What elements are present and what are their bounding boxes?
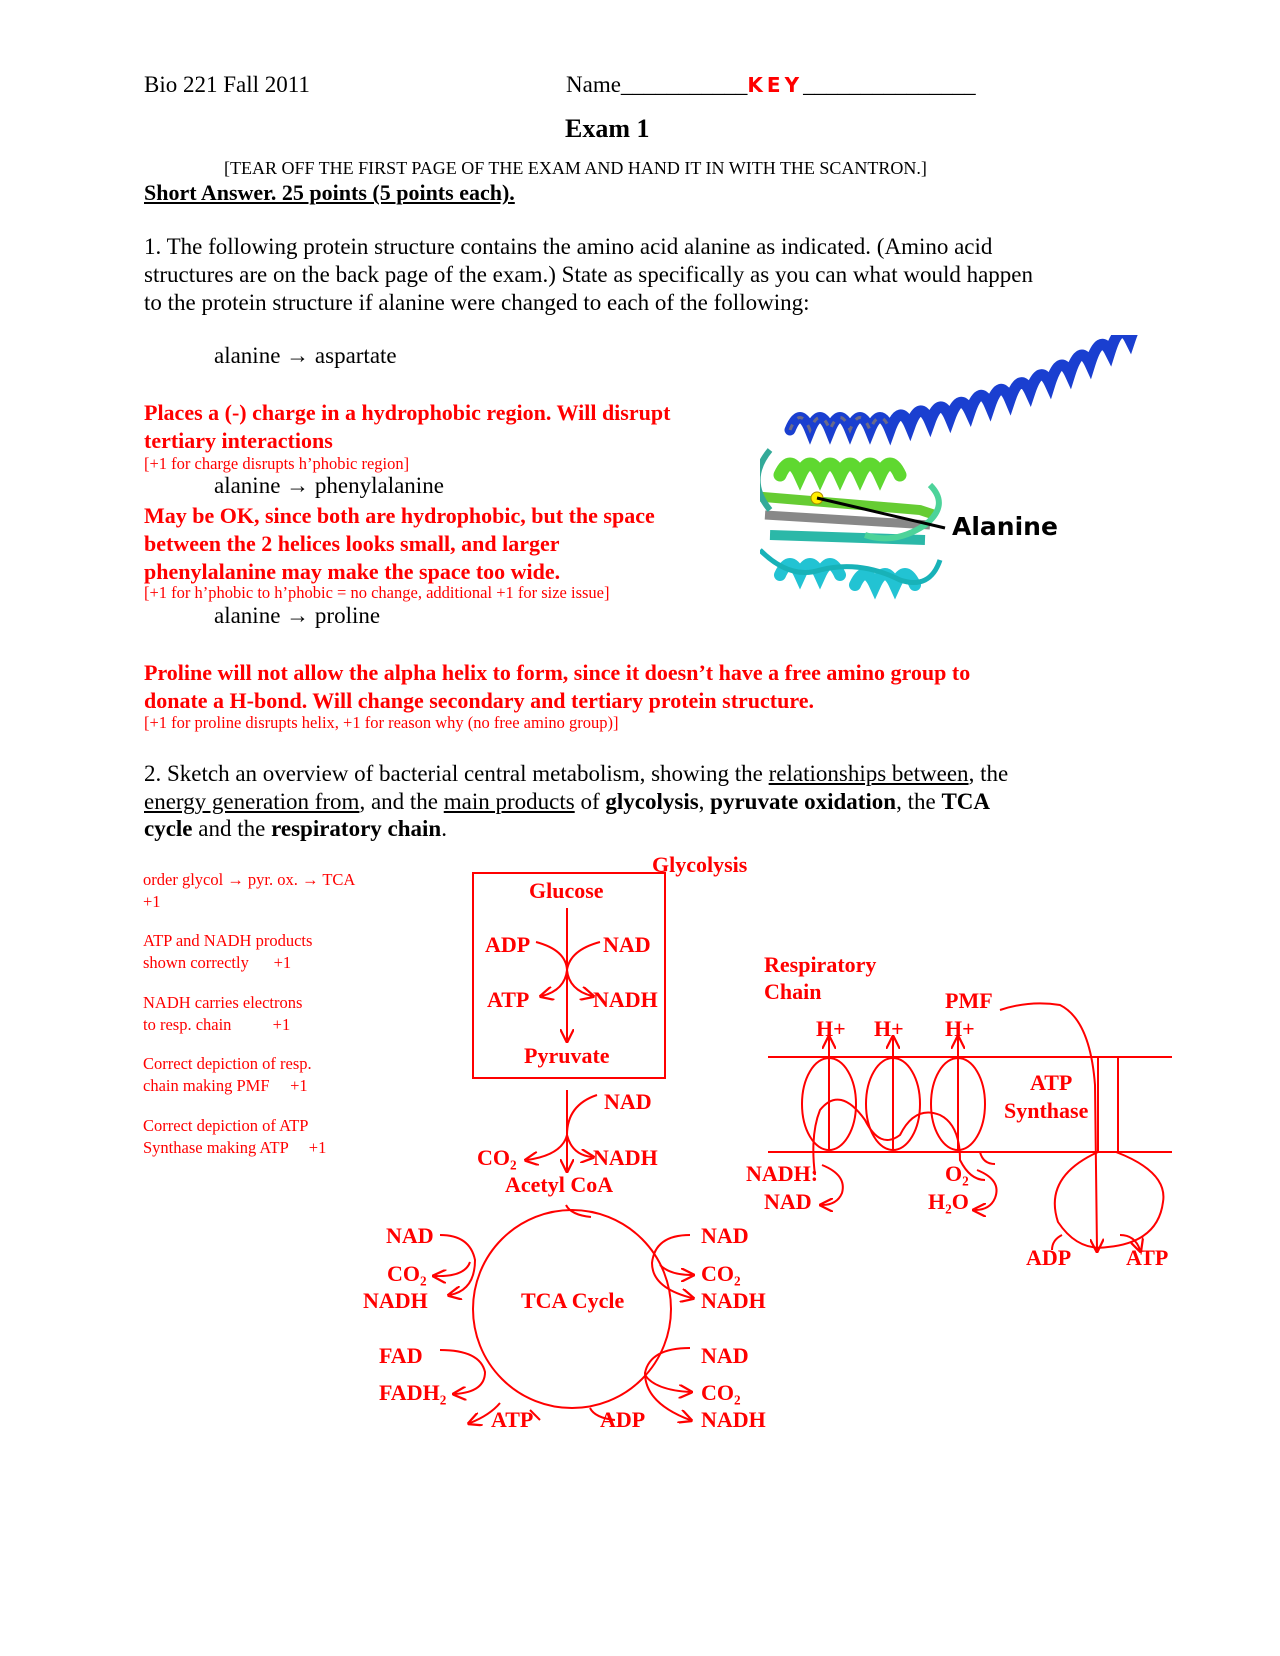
q1-line2: structures are on the back page of the exam.) State as specifically as you can what would happen [144,262,1034,287]
rubric-item-1-line2: +1 [143,892,161,911]
q1a-label: alanine → aspartate [214,343,397,368]
right-nadh-arrow-1 [652,1235,692,1298]
label-hplus-1: H+ [816,1016,846,1041]
label-atp-bottom: ATP [491,1407,534,1432]
label-nad-1: NAD [603,932,651,957]
name-blank-left: ___________ [620,72,748,97]
label-glycolysis: Glycolysis [652,852,748,877]
label-atp-synthase-out: ATP [1126,1245,1169,1270]
alanine-label: Alanine [952,512,1058,541]
q1a-answer-1: Places a (-) charge in a hydrophobic region. Will disrupt [144,400,671,425]
label-adp-synthase: ADP [1026,1245,1072,1270]
q2-text-8: . [441,816,447,841]
o2-tick [980,1152,995,1164]
q2-line3 [144,816,447,842]
q1-line3: to the protein structure if alanine were changed to each of the following: [144,290,810,315]
label-hplus-2: H+ [874,1016,904,1041]
name-field [566,72,976,98]
label-atp-synthase-2: Synthase [1004,1098,1089,1123]
label-nad-right-1: NAD [701,1223,749,1248]
label-glucose: Glucose [529,878,604,903]
rubric-item-1-line1: order glycol → pyr. ox. → TCA [143,870,356,889]
q1-line1: 1. The following protein structure contains the amino acid alanine as indicated. (Amino acid [144,234,993,259]
label-respiratory: Respiratory [764,952,877,977]
q2-text-3: , and the [359,789,444,814]
q2-text-2: , the [968,761,1009,786]
q2-line2 [144,789,990,815]
q1a-answer-2: tertiary interactions [144,428,333,453]
label-nadh-right-1: NADH [701,1288,766,1313]
q2-bold-pyruvate: pyruvate oxidation [710,789,897,814]
q1c-answer-1: Proline will not allow the alpha helix to form, since it doesn’t have a free amino group to [144,660,971,685]
q1b-answer-3: phenylalanine may make the space too wide. [144,559,561,584]
q2-text-6: , the [896,789,942,814]
label-nadh-left: NADH [363,1288,428,1313]
rubric-item-3-line2: to resp. chain +1 [143,1015,291,1034]
q2-underline-relationships: relationships between [768,761,969,786]
label-nad-left: NAD [386,1223,434,1248]
q2-bold-cycle: cycle [144,816,193,841]
label-hplus-3: H+ [945,1016,975,1041]
nad-curve-2 [567,1095,597,1135]
label-chain: Chain [764,979,822,1004]
course-label: Bio 221 Fall 2011 [144,72,310,97]
q2-line1 [144,761,1008,787]
q2-underline-products: main products [443,789,575,814]
label-co2-right-1: CO₂ [701,1261,741,1286]
q2-underline-energy: energy generation from [144,789,360,814]
o2-to-h2o-arrow [975,1170,997,1210]
right-nadh-arrow-2 [645,1348,690,1420]
rubric-item-4-line1: Correct depiction of resp. [143,1054,312,1073]
section-heading: Short Answer. 25 points (5 points each). [144,180,515,205]
nadh-arrow-2 [567,1135,592,1157]
q1a-grade: [+1 for charge disrupts h’phobic region] [144,454,410,473]
fad-arrow [440,1350,485,1394]
q1b-grade: [+1 for h’phobic to h’phobic = no change, additional +1 for size issue] [144,583,610,602]
label-acetyl-coa: Acetyl CoA [505,1172,614,1197]
label-nadh-2: NADH [593,1145,658,1170]
label-atp-1: ATP [487,987,530,1012]
name-label: Name [566,72,621,97]
label-tca-cycle: TCA Cycle [521,1288,625,1313]
pmf-arrow [1000,1003,1097,1250]
label-nadh-1: NADH [593,987,658,1012]
label-pyruvate: Pyruvate [524,1043,610,1068]
right-co2-arrow-2 [645,1375,690,1392]
label-nad-2: NAD [604,1089,652,1114]
q1c-label: alanine → proline [214,603,381,628]
q1b-label: alanine → phenylalanine [214,473,444,498]
label-nadh-colon: NADH: [746,1161,819,1186]
protein-structure-figure [760,335,1230,645]
atp-arrow [542,970,567,996]
label-nad-right-2: NAD [701,1343,749,1368]
left-co2-arrow [435,1262,470,1276]
label-atp-synthase-1: ATP [1030,1070,1073,1095]
adp-curve [536,942,567,970]
label-adp-bottom: ADP [600,1407,646,1432]
co2-arrow-1 [527,1135,567,1160]
q1c-grade: [+1 for proline disrupts helix, +1 for reason why (no free amino group)] [144,713,619,732]
label-nad-resp: NAD [764,1189,812,1214]
nad-curve-1 [567,942,600,970]
label-co2-left: CO₂ [387,1261,427,1286]
nadh-arrow-1 [567,970,592,996]
q2-bold-glycolysis: glycolysis [605,789,699,814]
nadh-to-nad-arrow [822,1165,843,1205]
label-fad: FAD [379,1343,423,1368]
rubric-item-3-line1: NADH carries electrons [143,993,303,1012]
q2-bold-tca: TCA [941,789,991,814]
metabolism-diagram [0,840,1280,1460]
label-co2-1: CO₂ [477,1145,517,1170]
q2-bold-resp: respiratory chain [271,816,442,841]
rubric-item-5-line1: Correct depiction of ATP [143,1116,309,1135]
rubric-item-5-line2: Synthase making ATP +1 [143,1138,327,1157]
q2-text-1: 2. Sketch an overview of bacterial central metabolism, showing the [144,761,769,786]
rubric-item-2-line2: shown correctly +1 [143,953,292,972]
synthase-head [1055,1152,1164,1248]
q2-text-7: and the [192,816,272,841]
rubric-item-2-line1: ATP and NADH products [143,931,313,950]
q1b-answer-2: between the 2 helices looks small, and larger [144,531,560,556]
q2-text-4: of [574,789,606,814]
label-nadh-right-2: NADH [701,1407,766,1432]
label-fadh2: FADH₂ [379,1380,447,1405]
q1b-answer-1: May be OK, since both are hydrophobic, but the space [144,503,655,528]
label-pmf: PMF [945,988,993,1013]
exam-title: Exam 1 [565,114,650,143]
instruction: [TEAR OFF THE FIRST PAGE OF THE EXAM AND HAND IT IN WITH THE SCANTRON.] [224,158,927,178]
label-co2-right-2: CO₂ [701,1380,741,1405]
green-helix [780,464,900,475]
label-h2o: H₂O [928,1189,969,1214]
key-stamp: KEY [747,73,804,97]
label-o2: O₂ [945,1161,969,1186]
rubric-item-4-line2: chain making PMF +1 [143,1076,308,1095]
blue-helix [790,335,1150,430]
name-blank-right: _______________ [803,72,976,97]
q2-text-5: , [698,789,711,814]
q1c-answer-2: donate a H-bond. Will change secondary and tertiary protein structure. [144,688,814,713]
label-adp-1: ADP [485,932,531,957]
